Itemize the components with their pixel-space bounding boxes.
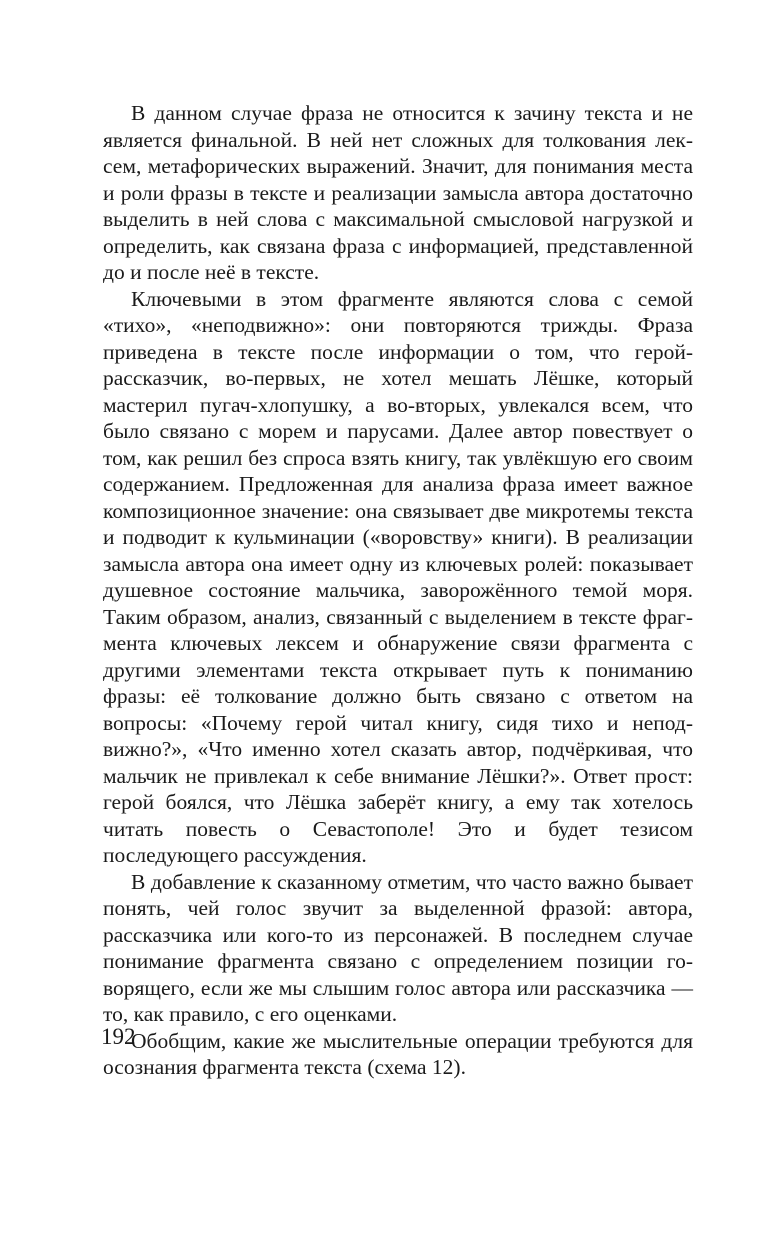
paragraph-1: В данном случае фраза не относится к зачину текста и не является финальной. В ней нет сложных для толкования лексем, метафорических выражений. Значит, для понимания места и роли фразы в тексте и реализации замысла автора достаточно выделить в ней слова с максимальной смысловой нагрузкой и определить, как связана фраза с информацией, представленной до и после неё в тексте. — [103, 101, 693, 284]
body-text — [103, 100, 693, 1081]
paragraph-2: Ключевыми в этом фрагменте являются слова с семой «тихо», «неподвижно»: они повторяются трижды. Фраза приведена в тексте после информации о том, что герой-рассказчик, во-первых, не хотел мешать Лёшке, который мастерил пугач-хлопушку, а во-вторых, увлекался всем, что было связано с морем и парусами. Далее автор повествует о том, как решил без спроса взять книгу, так увлёкшую его своим содержанием. Предложенная для анализа фраза имеет важное композиционное значение: она связывает две микротемы текста и подводит к кульминации («воровству» книги). В реализации замысла автора она имеет одну из ключевых ролей: показывает душевное состояние мальчика, заворожённого темой моря. Таким образом, анализ, связанный с выделением в тексте фрагмента ключевых лексем и обнаружение связи фрагмента с другими элементами текста открывает путь к пониманию фразы: её толкование должно быть связано с ответом на вопросы: «Почему герой читал книгу, сидя тихо и неподвижно?», «Что именно хотел сказать автор, подчёркивая, что мальчик не привлекал к себе внимание Лёшки?». Ответ прост: герой боялся, что Лёшка заберёт книгу, а ему так хотелось читать повесть о Севастополе! Это и будет тезисом последующего рассуждения. — [103, 286, 693, 867]
page-number: 192 — [101, 1024, 136, 1049]
paragraph-4: Обобщим, какие же мыслительные операции требуются для осознания фрагмента текста (схема 12). — [103, 1028, 693, 1079]
paragraph-3: В добавление к сказанному отметим, что часто важно бывает понять, чей голос звучит за выделенной фразой: автора, рассказчика или кого-то из персонажей. В последнем случае понимание фрагмента связано с определением позиции говорящего, если же мы слышим голос автора или рассказчика — то, как правило, с его оценками. — [103, 869, 693, 1026]
